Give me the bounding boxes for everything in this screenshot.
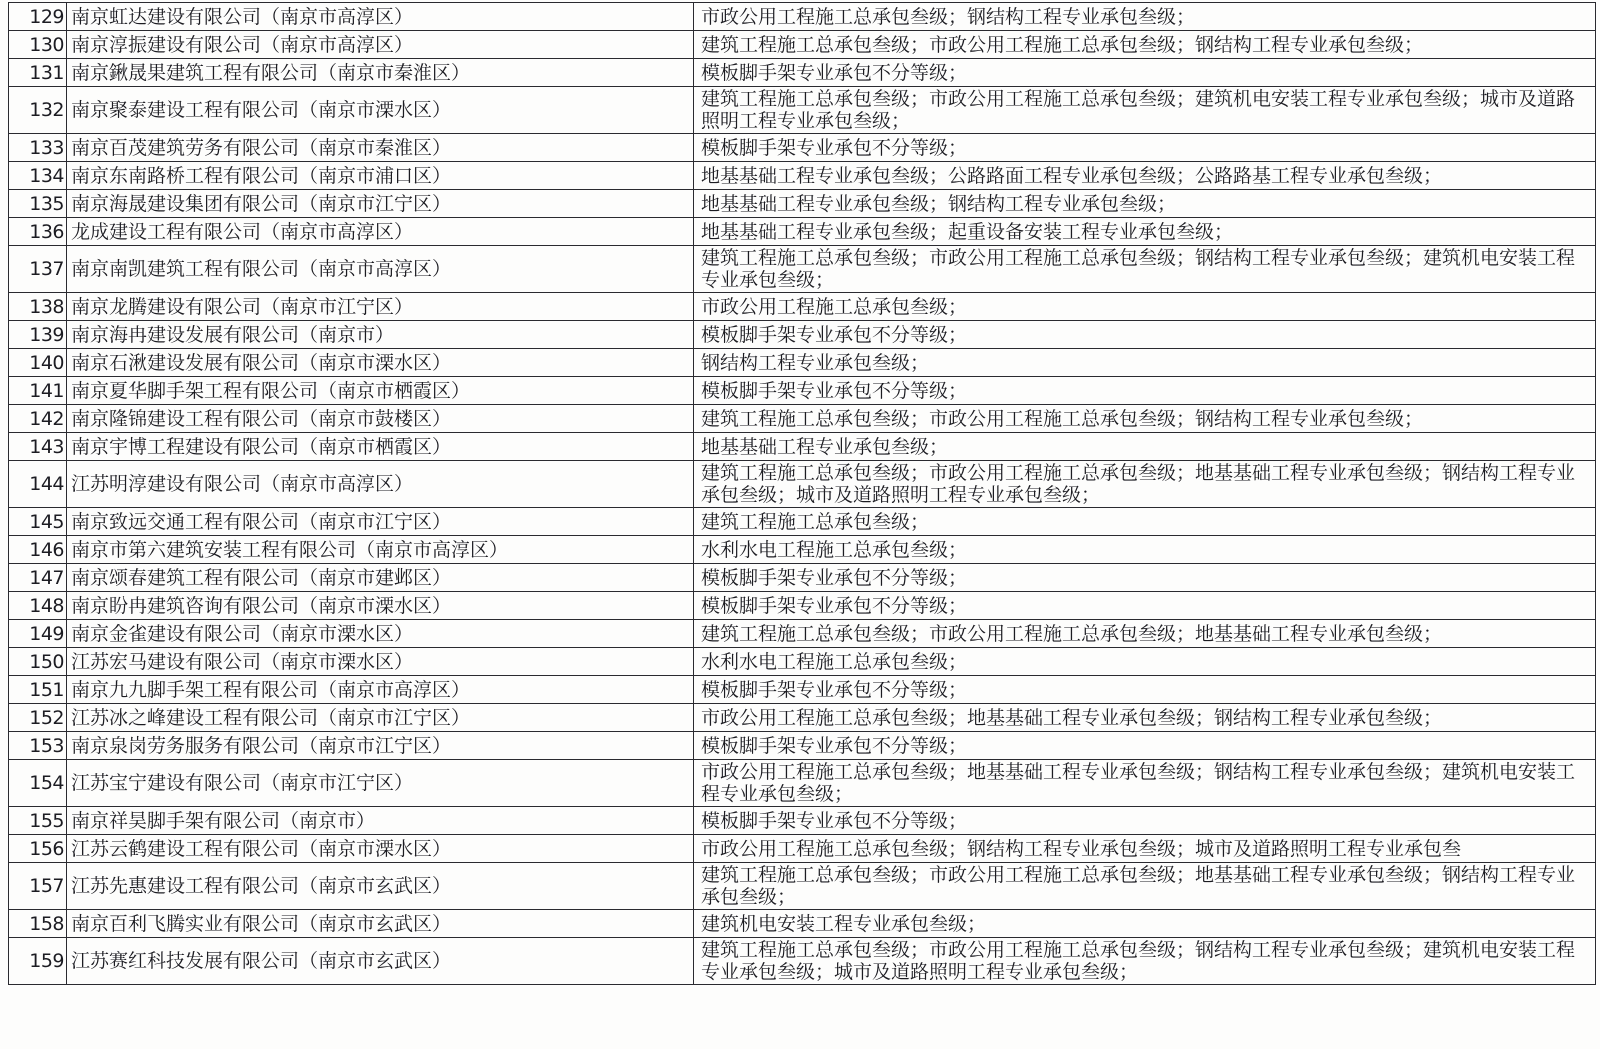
qualification-cell: 建筑工程施工总承包叁级；市政公用工程施工总承包叁级；钢结构工程专业承包叁级； (694, 31, 1596, 59)
row-number-cell: 144 (9, 461, 67, 508)
company-name-cell: 南京宇博工程建设有限公司（南京市栖霞区） (67, 433, 694, 461)
table-row (9, 218, 1596, 246)
table-row (9, 405, 1596, 433)
company-name-cell: 南京隆锦建设工程有限公司（南京市鼓楼区） (67, 405, 694, 433)
row-number-cell: 159 (9, 938, 67, 985)
table-row (9, 246, 1596, 293)
table-row (9, 134, 1596, 162)
row-number-cell: 131 (9, 59, 67, 87)
company-name-cell: 南京南凯建筑工程有限公司（南京市高淳区） (67, 246, 694, 293)
row-number-cell: 149 (9, 620, 67, 648)
company-name-cell: 南京海冉建设发展有限公司（南京市） (67, 321, 694, 349)
qualification-cell: 市政公用工程施工总承包叁级；钢结构工程专业承包叁级；城市及道路照明工程专业承包叁 (694, 835, 1596, 863)
table-row (9, 508, 1596, 536)
table-row (9, 59, 1596, 87)
company-name-cell: 南京金雀建设有限公司（南京市溧水区） (67, 620, 694, 648)
table-row (9, 676, 1596, 704)
qualification-cell: 市政公用工程施工总承包叁级；地基基础工程专业承包叁级；钢结构工程专业承包叁级；建筑机电安装工程专业承包叁级； (694, 760, 1596, 807)
row-number-cell: 155 (9, 807, 67, 835)
row-number-cell: 138 (9, 293, 67, 321)
table-row (9, 620, 1596, 648)
row-number-cell: 139 (9, 321, 67, 349)
row-number-cell: 152 (9, 704, 67, 732)
table-body (9, 3, 1596, 985)
company-name-cell: 江苏明淳建设有限公司（南京市高淳区） (67, 461, 694, 508)
qualification-cell: 市政公用工程施工总承包叁级；地基基础工程专业承包叁级；钢结构工程专业承包叁级； (694, 704, 1596, 732)
table-row (9, 321, 1596, 349)
qualification-cell: 模板脚手架专业承包不分等级； (694, 59, 1596, 87)
row-number-cell: 157 (9, 863, 67, 910)
row-number-cell: 148 (9, 592, 67, 620)
table-row (9, 704, 1596, 732)
row-number-cell: 132 (9, 87, 67, 134)
company-name-cell: 南京海晟建设集团有限公司（南京市江宁区） (67, 190, 694, 218)
qualification-cell: 地基基础工程专业承包叁级； (694, 433, 1596, 461)
company-name-cell: 龙成建设工程有限公司（南京市高淳区） (67, 218, 694, 246)
company-name-cell: 南京百利飞腾实业有限公司（南京市玄武区） (67, 910, 694, 938)
qualification-cell: 模板脚手架专业承包不分等级； (694, 592, 1596, 620)
company-name-cell: 南京致远交通工程有限公司（南京市江宁区） (67, 508, 694, 536)
qualification-cell: 建筑工程施工总承包叁级；市政公用工程施工总承包叁级；钢结构工程专业承包叁级；建筑机电安装工程专业承包叁级；城市及道路照明工程专业承包叁级； (694, 938, 1596, 985)
row-number-cell: 156 (9, 835, 67, 863)
qualification-cell: 市政公用工程施工总承包叁级；钢结构工程专业承包叁级； (694, 3, 1596, 31)
row-number-cell: 129 (9, 3, 67, 31)
table-row (9, 31, 1596, 59)
row-number-cell: 143 (9, 433, 67, 461)
qualification-cell: 模板脚手架专业承包不分等级； (694, 321, 1596, 349)
row-number-cell: 140 (9, 349, 67, 377)
table-row (9, 536, 1596, 564)
company-name-cell: 南京颂春建筑工程有限公司（南京市建邺区） (67, 564, 694, 592)
company-name-cell: 江苏宝宁建设有限公司（南京市江宁区） (67, 760, 694, 807)
row-number-cell: 147 (9, 564, 67, 592)
table-row (9, 461, 1596, 508)
company-name-cell: 南京石湫建设发展有限公司（南京市溧水区） (67, 349, 694, 377)
qualification-cell: 建筑工程施工总承包叁级；市政公用工程施工总承包叁级；钢结构工程专业承包叁级； (694, 405, 1596, 433)
company-name-cell: 江苏宏马建设有限公司（南京市溧水区） (67, 648, 694, 676)
qualification-cell: 地基基础工程专业承包叁级；起重设备安装工程专业承包叁级； (694, 218, 1596, 246)
table-row (9, 190, 1596, 218)
qualification-cell: 水利水电工程施工总承包叁级； (694, 648, 1596, 676)
company-name-cell: 南京虹达建设有限公司（南京市高淳区） (67, 3, 694, 31)
qualification-cell: 模板脚手架专业承包不分等级； (694, 134, 1596, 162)
table-row (9, 564, 1596, 592)
qualification-cell: 建筑工程施工总承包叁级；市政公用工程施工总承包叁级；建筑机电安装工程专业承包叁级；城市及道路照明工程专业承包叁级； (694, 87, 1596, 134)
company-name-cell: 南京龙腾建设有限公司（南京市江宁区） (67, 293, 694, 321)
qualification-cell: 地基基础工程专业承包叁级；钢结构工程专业承包叁级； (694, 190, 1596, 218)
row-number-cell: 135 (9, 190, 67, 218)
company-name-cell: 南京泉岗劳务服务有限公司（南京市江宁区） (67, 732, 694, 760)
row-number-cell: 137 (9, 246, 67, 293)
table-row (9, 3, 1596, 31)
company-name-cell: 江苏先惠建设工程有限公司（南京市玄武区） (67, 863, 694, 910)
qualification-cell: 建筑机电安装工程专业承包叁级； (694, 910, 1596, 938)
company-name-cell: 南京鍬晟果建筑工程有限公司（南京市秦淮区） (67, 59, 694, 87)
table-row (9, 433, 1596, 461)
table-row (9, 910, 1596, 938)
company-name-cell: 南京淳振建设有限公司（南京市高淳区） (67, 31, 694, 59)
table-row (9, 648, 1596, 676)
qualification-cell: 钢结构工程专业承包叁级； (694, 349, 1596, 377)
qualification-table (8, 2, 1596, 985)
company-name-cell: 江苏冰之峰建设工程有限公司（南京市江宁区） (67, 704, 694, 732)
table-row (9, 592, 1596, 620)
row-number-cell: 134 (9, 162, 67, 190)
table-row (9, 938, 1596, 985)
qualification-cell: 地基基础工程专业承包叁级；公路路面工程专业承包叁级；公路路基工程专业承包叁级； (694, 162, 1596, 190)
table-row (9, 87, 1596, 134)
table-row (9, 162, 1596, 190)
qualification-cell: 模板脚手架专业承包不分等级； (694, 564, 1596, 592)
row-number-cell: 154 (9, 760, 67, 807)
table-row (9, 732, 1596, 760)
row-number-cell: 130 (9, 31, 67, 59)
row-number-cell: 136 (9, 218, 67, 246)
row-number-cell: 158 (9, 910, 67, 938)
qualification-cell: 建筑工程施工总承包叁级； (694, 508, 1596, 536)
row-number-cell: 145 (9, 508, 67, 536)
row-number-cell: 150 (9, 648, 67, 676)
qualification-cell: 建筑工程施工总承包叁级；市政公用工程施工总承包叁级；地基基础工程专业承包叁级；钢结构工程专业承包叁级； (694, 863, 1596, 910)
company-name-cell: 江苏赛红科技发展有限公司（南京市玄武区） (67, 938, 694, 985)
row-number-cell: 153 (9, 732, 67, 760)
table-row (9, 377, 1596, 405)
table-row (9, 807, 1596, 835)
qualification-cell: 建筑工程施工总承包叁级；市政公用工程施工总承包叁级；地基基础工程专业承包叁级； (694, 620, 1596, 648)
company-name-cell: 南京盼冉建筑咨询有限公司（南京市溧水区） (67, 592, 694, 620)
qualification-cell: 模板脚手架专业承包不分等级； (694, 676, 1596, 704)
row-number-cell: 133 (9, 134, 67, 162)
company-name-cell: 南京市第六建筑安装工程有限公司（南京市高淳区） (67, 536, 694, 564)
company-name-cell: 南京祥昊脚手架有限公司（南京市） (67, 807, 694, 835)
company-name-cell: 南京聚泰建设工程有限公司（南京市溧水区） (67, 87, 694, 134)
row-number-cell: 142 (9, 405, 67, 433)
company-name-cell: 江苏云鹤建设工程有限公司（南京市溧水区） (67, 835, 694, 863)
qualification-cell: 水利水电工程施工总承包叁级； (694, 536, 1596, 564)
company-name-cell: 南京九九脚手架工程有限公司（南京市高淳区） (67, 676, 694, 704)
table-row (9, 835, 1596, 863)
qualification-cell: 模板脚手架专业承包不分等级； (694, 377, 1596, 405)
qualification-cell: 建筑工程施工总承包叁级；市政公用工程施工总承包叁级；钢结构工程专业承包叁级；建筑机电安装工程专业承包叁级； (694, 246, 1596, 293)
table-row (9, 293, 1596, 321)
company-name-cell: 南京东南路桥工程有限公司（南京市浦口区） (67, 162, 694, 190)
row-number-cell: 151 (9, 676, 67, 704)
table-row (9, 863, 1596, 910)
company-name-cell: 南京夏华脚手架工程有限公司（南京市栖霞区） (67, 377, 694, 405)
row-number-cell: 146 (9, 536, 67, 564)
qualification-cell: 模板脚手架专业承包不分等级； (694, 732, 1596, 760)
qualification-cell: 建筑工程施工总承包叁级；市政公用工程施工总承包叁级；地基基础工程专业承包叁级；钢结构工程专业承包叁级；城市及道路照明工程专业承包叁级； (694, 461, 1596, 508)
qualification-cell: 模板脚手架专业承包不分等级； (694, 807, 1596, 835)
qualification-cell: 市政公用工程施工总承包叁级； (694, 293, 1596, 321)
row-number-cell: 141 (9, 377, 67, 405)
table-row (9, 349, 1596, 377)
table-row (9, 760, 1596, 807)
company-name-cell: 南京百茂建筑劳务有限公司（南京市秦淮区） (67, 134, 694, 162)
